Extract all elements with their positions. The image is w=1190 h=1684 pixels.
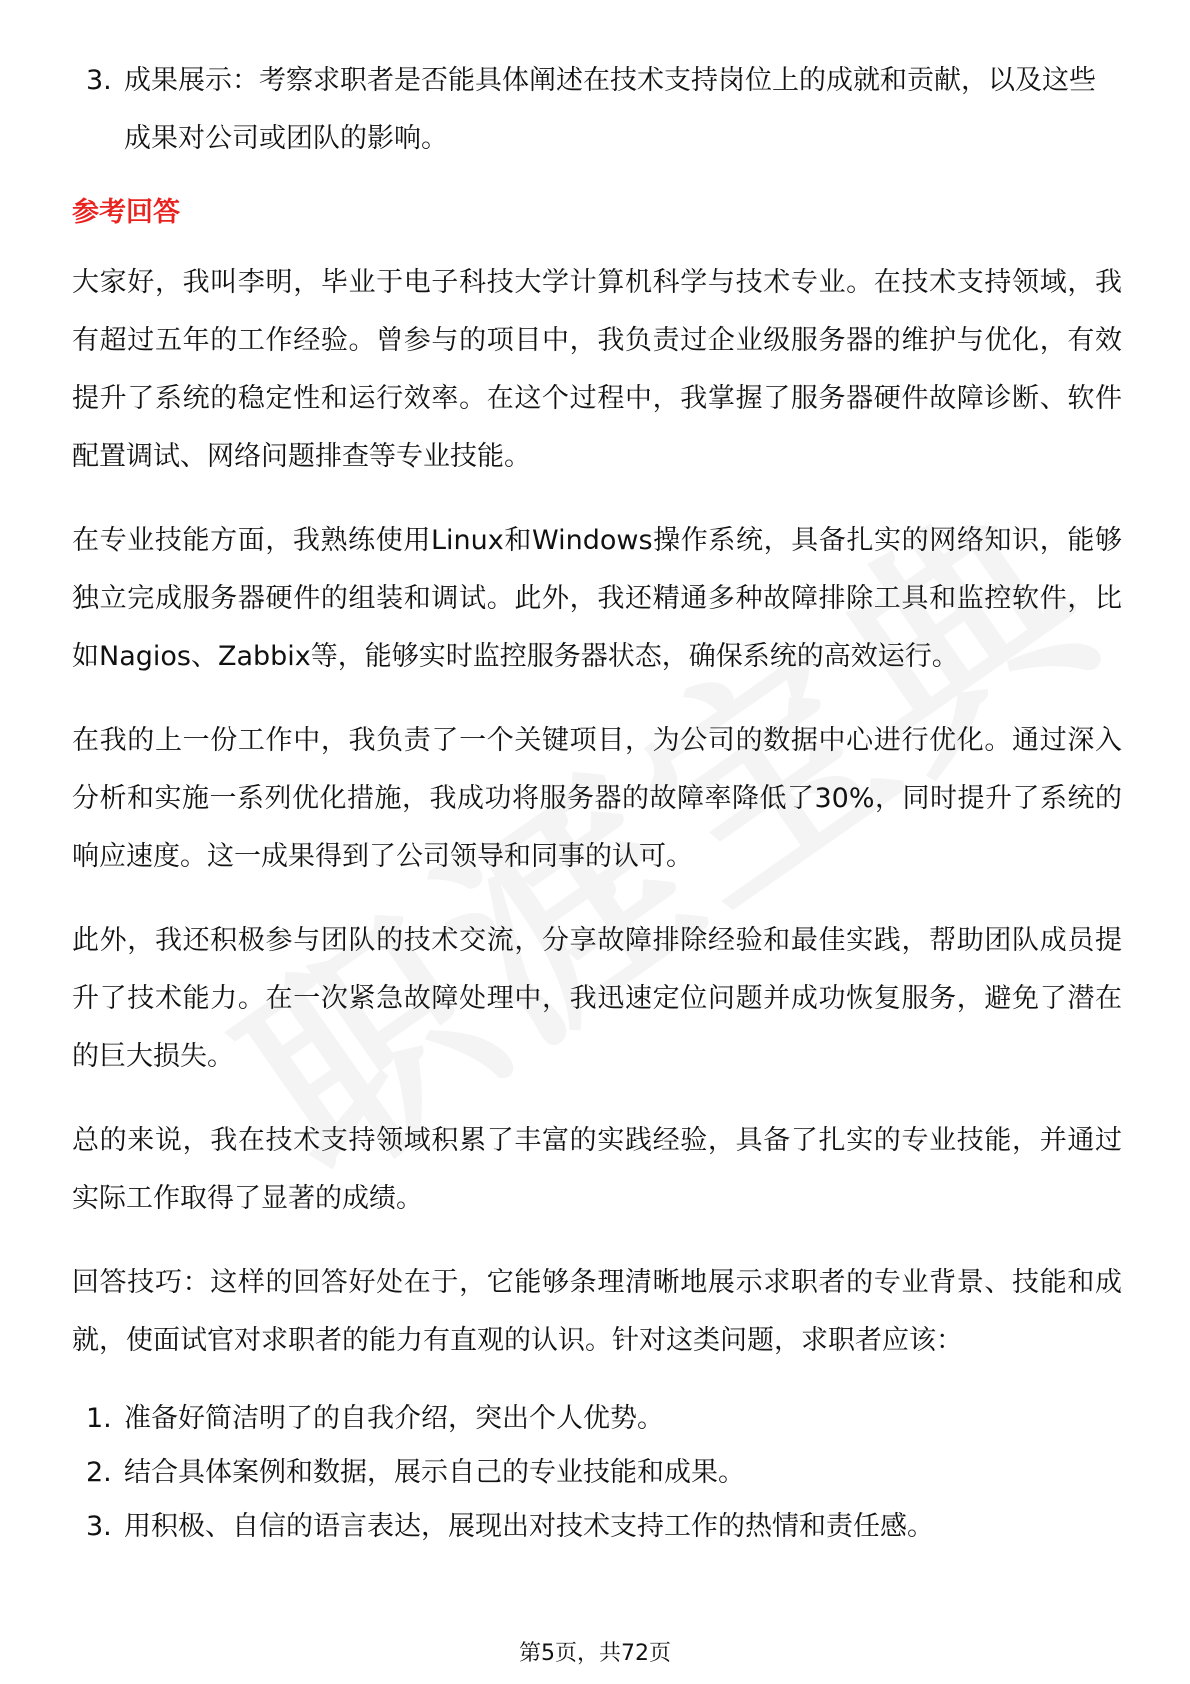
tip-text: 准备好简洁明了的自我介绍，突出个人优势。: [124, 1403, 664, 1434]
tip-text: 用积极、自信的语言表达，展现出对技术支持工作的热情和责任感。: [124, 1511, 934, 1542]
answer-tips-intro: 回答技巧：这样的回答好处在于，它能够条理清晰地展示求职者的专业背景、技能和成就，使面试官对求职者的能力有直观的认识。针对这类问题，求职者应该：: [72, 1267, 1122, 1356]
tip-item: [72, 1500, 1122, 1554]
page-footer: 第5页，共72页: [519, 1641, 671, 1666]
answer-paragraph: 在我的上一份工作中，我负责了一个关键项目，为公司的数据中心进行优化。通过深入分析和实施一系列优化措施，我成功将服务器的故障率降低了30%，同时提升了系统的响应速度。这一成果得到了公司领导和同事的认可。: [72, 725, 1122, 872]
tip-number: 2.: [86, 1457, 112, 1488]
answer-heading: 参考回答: [72, 197, 180, 228]
tip-text: 结合具体案例和数据，展示自己的专业技能和成果。: [124, 1457, 745, 1488]
document-body: [72, 52, 1122, 1554]
tip-item: [72, 1446, 1122, 1500]
tip-number: 1.: [86, 1403, 112, 1434]
criteria-item: [72, 52, 1122, 168]
criteria-item-number: 3.: [86, 65, 112, 96]
answer-paragraph: 在专业技能方面，我熟练使用Linux和Windows操作系统，具备扎实的网络知识，能够独立完成服务器硬件的组装和调试。此外，我还精通多种故障排除工具和监控软件，比如Nagios、Zabbix等，能够实时监控服务器状态，确保系统的高效运行。: [72, 525, 1122, 672]
answer-paragraph: 此外，我还积极参与团队的技术交流，分享故障排除经验和最佳实践，帮助团队成员提升了技术能力。在一次紧急故障处理中，我迅速定位问题并成功恢复服务，避免了潜在的巨大损失。: [72, 925, 1122, 1072]
tips-list: [72, 1392, 1122, 1554]
criteria-item-text: 成果展示：考察求职者是否能具体阐述在技术支持岗位上的成就和贡献，以及这些成果对公司或团队的影响。: [124, 65, 1096, 154]
tip-item: [72, 1392, 1122, 1446]
tip-number: 3.: [86, 1511, 112, 1542]
answer-paragraph: 大家好，我叫李明，毕业于电子科技大学计算机科学与技术专业。在技术支持领域，我有超过五年的工作经验。曾参与的项目中，我负责过企业级服务器的维护与优化，有效提升了系统的稳定性和运行效率。在这个过程中，我掌握了服务器硬件故障诊断、软件配置调试、网络问题排查等专业技能。: [72, 267, 1122, 472]
answer-paragraph: 总的来说，我在技术支持领域积累了丰富的实践经验，具备了扎实的专业技能，并通过实际工作取得了显著的成绩。: [72, 1125, 1122, 1214]
